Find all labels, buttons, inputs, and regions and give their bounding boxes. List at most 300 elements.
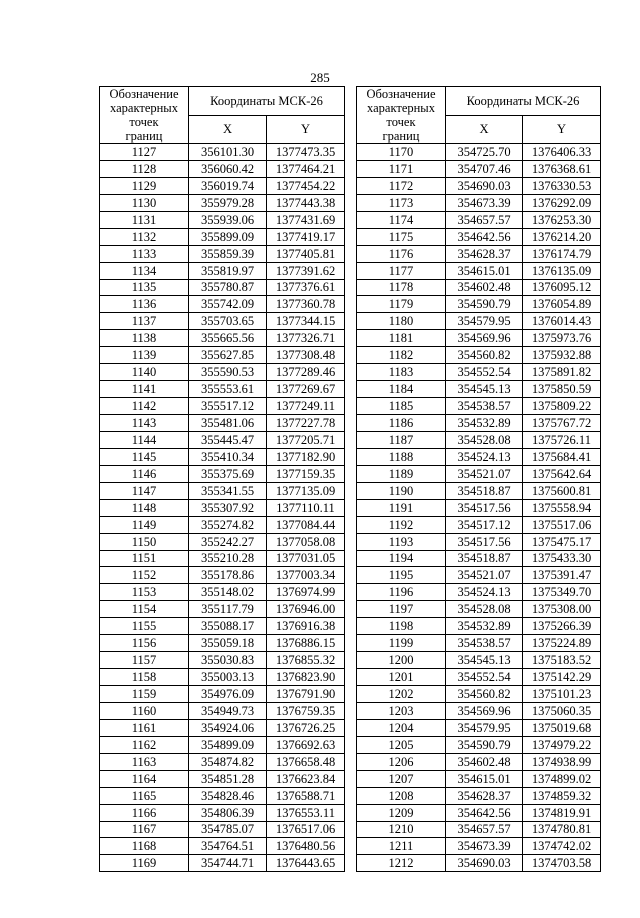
y-coordinate-cell: 1375349.70 [523, 584, 601, 601]
point-id-cell: 1199 [357, 635, 446, 652]
designation-header-line: точек [129, 115, 159, 129]
x-coordinate-cell: 354538.57 [446, 398, 523, 415]
x-coordinate-cell: 354725.70 [446, 144, 523, 161]
table-row [357, 330, 601, 347]
point-id-cell: 1192 [357, 516, 446, 533]
point-id-cell: 1138 [100, 330, 189, 347]
table-row [357, 431, 601, 448]
point-id-cell: 1149 [100, 516, 189, 533]
table-row [100, 482, 345, 499]
table-row [100, 398, 345, 415]
point-id-cell: 1180 [357, 313, 446, 330]
point-id-cell: 1147 [100, 482, 189, 499]
table-row [100, 635, 345, 652]
point-id-cell: 1165 [100, 787, 189, 804]
y-coordinate-cell: 1375684.41 [523, 448, 601, 465]
y-coordinate-cell: 1376480.56 [267, 838, 345, 855]
table-row [100, 262, 345, 279]
table-row [100, 194, 345, 211]
y-coordinate-cell: 1375932.88 [523, 347, 601, 364]
x-coordinate-cell: 354764.51 [189, 838, 267, 855]
point-id-cell: 1159 [100, 686, 189, 703]
table-row [100, 347, 345, 364]
x-coordinate-cell: 355117.79 [189, 601, 267, 618]
designation-header-line: границ [382, 129, 420, 143]
point-id-cell: 1183 [357, 364, 446, 381]
y-coordinate-cell: 1375224.89 [523, 635, 601, 652]
y-coordinate-cell: 1377473.35 [267, 144, 345, 161]
point-id-cell: 1151 [100, 550, 189, 567]
x-coordinate-cell: 354552.54 [446, 669, 523, 686]
y-coordinate-cell: 1376916.38 [267, 618, 345, 635]
y-coordinate-cell: 1375391.47 [523, 567, 601, 584]
x-coordinate-cell: 354602.48 [446, 279, 523, 296]
x-coordinate-cell: 355939.06 [189, 211, 267, 228]
x-coordinate-cell: 355859.39 [189, 245, 267, 262]
x-coordinate-cell: 355899.09 [189, 228, 267, 245]
point-id-cell: 1135 [100, 279, 189, 296]
y-coordinate-cell: 1375558.94 [523, 499, 601, 516]
table-row [100, 177, 345, 194]
table-row [100, 702, 345, 719]
table-row [100, 228, 345, 245]
designation-header-line: Обозначение [366, 87, 436, 101]
point-id-cell: 1189 [357, 465, 446, 482]
table-row [100, 415, 345, 432]
point-id-cell: 1200 [357, 652, 446, 669]
x-coordinate-cell: 355742.09 [189, 296, 267, 313]
x-coordinate-cell: 355088.17 [189, 618, 267, 635]
table-row [100, 533, 345, 550]
point-id-cell: 1156 [100, 635, 189, 652]
point-id-cell: 1154 [100, 601, 189, 618]
table-row [100, 567, 345, 584]
y-coordinate-cell: 1377431.69 [267, 211, 345, 228]
x-coordinate-cell: 354628.37 [446, 787, 523, 804]
point-id-cell: 1186 [357, 415, 446, 432]
x-coordinate-cell: 354560.82 [446, 347, 523, 364]
point-id-cell: 1177 [357, 262, 446, 279]
y-coordinate-cell: 1376330.53 [523, 177, 601, 194]
y-coordinate-cell: 1377227.78 [267, 415, 345, 432]
table-row [100, 804, 345, 821]
point-id-cell: 1140 [100, 364, 189, 381]
y-coordinate-cell: 1377308.48 [267, 347, 345, 364]
point-id-cell: 1145 [100, 448, 189, 465]
y-coordinate-cell: 1376791.90 [267, 686, 345, 703]
point-id-cell: 1144 [100, 431, 189, 448]
table-row [357, 635, 601, 652]
x-column-header: X [446, 115, 523, 144]
x-coordinate-cell: 354690.03 [446, 855, 523, 872]
point-id-cell: 1185 [357, 398, 446, 415]
x-coordinate-cell: 354560.82 [446, 686, 523, 703]
table-row [357, 736, 601, 753]
x-coordinate-cell: 355341.55 [189, 482, 267, 499]
point-id-cell: 1139 [100, 347, 189, 364]
x-coordinate-cell: 354579.95 [446, 719, 523, 736]
y-coordinate-cell: 1375019.68 [523, 719, 601, 736]
table-row [100, 838, 345, 855]
table-row [357, 211, 601, 228]
x-coordinate-cell: 354545.13 [446, 381, 523, 398]
point-id-cell: 1206 [357, 753, 446, 770]
table-row [357, 262, 601, 279]
x-coordinate-cell: 354517.56 [446, 499, 523, 516]
point-id-cell: 1128 [100, 160, 189, 177]
x-coordinate-cell: 355030.83 [189, 652, 267, 669]
x-coordinate-cell: 355590.53 [189, 364, 267, 381]
point-id-cell: 1203 [357, 702, 446, 719]
x-coordinate-cell: 354642.56 [446, 804, 523, 821]
y-coordinate-cell: 1374780.81 [523, 821, 601, 838]
x-coordinate-cell: 354673.39 [446, 194, 523, 211]
y-coordinate-cell: 1377003.34 [267, 567, 345, 584]
x-coordinate-cell: 354518.87 [446, 482, 523, 499]
table-row [357, 448, 601, 465]
coordinates-group-header: Координаты МСК-26 [189, 87, 345, 116]
coordinates-table-right [356, 86, 601, 872]
point-id-cell: 1201 [357, 669, 446, 686]
y-coordinate-cell: 1377360.78 [267, 296, 345, 313]
y-coordinate-cell: 1376946.00 [267, 601, 345, 618]
point-id-cell: 1181 [357, 330, 446, 347]
y-coordinate-cell: 1374979.22 [523, 736, 601, 753]
x-coordinate-cell: 354524.13 [446, 584, 523, 601]
table-row [100, 516, 345, 533]
x-coordinate-cell: 354615.01 [446, 262, 523, 279]
y-coordinate-cell: 1377269.67 [267, 381, 345, 398]
table-row [100, 618, 345, 635]
point-id-cell: 1204 [357, 719, 446, 736]
table-row [357, 516, 601, 533]
x-coordinate-cell: 354657.57 [446, 211, 523, 228]
y-coordinate-cell: 1376517.06 [267, 821, 345, 838]
x-coordinate-cell: 354690.03 [446, 177, 523, 194]
point-id-cell: 1193 [357, 533, 446, 550]
table-row [357, 838, 601, 855]
table-row [357, 364, 601, 381]
point-id-cell: 1196 [357, 584, 446, 601]
point-id-cell: 1163 [100, 753, 189, 770]
point-id-cell: 1157 [100, 652, 189, 669]
x-coordinate-cell: 355059.18 [189, 635, 267, 652]
y-coordinate-cell: 1377376.61 [267, 279, 345, 296]
x-coordinate-cell: 354657.57 [446, 821, 523, 838]
y-coordinate-cell: 1377110.11 [267, 499, 345, 516]
x-coordinate-cell: 354521.07 [446, 567, 523, 584]
designation-header-line: характерных [110, 101, 178, 115]
y-coordinate-cell: 1376135.09 [523, 262, 601, 279]
table-row [100, 669, 345, 686]
point-id-cell: 1208 [357, 787, 446, 804]
y-coordinate-cell: 1377405.81 [267, 245, 345, 262]
point-id-cell: 1155 [100, 618, 189, 635]
designation-header-line: границ [125, 129, 163, 143]
x-coordinate-cell: 355979.28 [189, 194, 267, 211]
x-coordinate-cell: 354707.46 [446, 160, 523, 177]
x-coordinate-cell: 354949.73 [189, 702, 267, 719]
point-id-cell: 1179 [357, 296, 446, 313]
x-coordinate-cell: 354602.48 [446, 753, 523, 770]
x-coordinate-cell: 356060.42 [189, 160, 267, 177]
table-row [357, 347, 601, 364]
point-id-cell: 1174 [357, 211, 446, 228]
y-coordinate-cell: 1377344.15 [267, 313, 345, 330]
point-id-cell: 1136 [100, 296, 189, 313]
x-coordinate-cell: 354642.56 [446, 228, 523, 245]
y-coordinate-cell: 1375101.23 [523, 686, 601, 703]
designation-header [100, 87, 189, 144]
y-coordinate-cell: 1375142.29 [523, 669, 601, 686]
table-row [357, 465, 601, 482]
table-row [357, 787, 601, 804]
x-coordinate-cell: 355627.85 [189, 347, 267, 364]
point-id-cell: 1141 [100, 381, 189, 398]
table-row [357, 804, 601, 821]
point-id-cell: 1134 [100, 262, 189, 279]
point-id-cell: 1160 [100, 702, 189, 719]
point-id-cell: 1188 [357, 448, 446, 465]
x-column-header: X [189, 115, 267, 144]
table-body-right [357, 144, 601, 872]
designation-header-line: характерных [367, 101, 435, 115]
y-coordinate-cell: 1377454.22 [267, 177, 345, 194]
x-coordinate-cell: 355481.06 [189, 415, 267, 432]
x-coordinate-cell: 355178.86 [189, 567, 267, 584]
y-coordinate-cell: 1376406.33 [523, 144, 601, 161]
y-coordinate-cell: 1375475.17 [523, 533, 601, 550]
table-row [100, 279, 345, 296]
x-coordinate-cell: 355553.61 [189, 381, 267, 398]
point-id-cell: 1161 [100, 719, 189, 736]
x-coordinate-cell: 355375.69 [189, 465, 267, 482]
coordinates-table-left [99, 86, 345, 872]
x-coordinate-cell: 355274.82 [189, 516, 267, 533]
y-coordinate-cell: 1376692.63 [267, 736, 345, 753]
table-row [100, 160, 345, 177]
y-coordinate-cell: 1377289.46 [267, 364, 345, 381]
x-coordinate-cell: 354899.09 [189, 736, 267, 753]
y-coordinate-cell: 1374819.91 [523, 804, 601, 821]
y-coordinate-cell: 1377443.38 [267, 194, 345, 211]
x-coordinate-cell: 354521.07 [446, 465, 523, 482]
point-id-cell: 1168 [100, 838, 189, 855]
table-row [100, 296, 345, 313]
y-coordinate-cell: 1375809.22 [523, 398, 601, 415]
table-row [100, 381, 345, 398]
table-row [357, 194, 601, 211]
y-coordinate-cell: 1376623.84 [267, 770, 345, 787]
table-row [357, 279, 601, 296]
y-column-header: Y [523, 115, 601, 144]
point-id-cell: 1184 [357, 381, 446, 398]
table-row [357, 584, 601, 601]
table-row [357, 601, 601, 618]
point-id-cell: 1146 [100, 465, 189, 482]
point-id-cell: 1176 [357, 245, 446, 262]
y-coordinate-cell: 1376658.48 [267, 753, 345, 770]
y-coordinate-cell: 1377326.71 [267, 330, 345, 347]
x-coordinate-cell: 355780.87 [189, 279, 267, 296]
point-id-cell: 1150 [100, 533, 189, 550]
table-row [100, 364, 345, 381]
point-id-cell: 1142 [100, 398, 189, 415]
table-row [100, 431, 345, 448]
table-row [357, 144, 601, 161]
y-coordinate-cell: 1375600.81 [523, 482, 601, 499]
point-id-cell: 1162 [100, 736, 189, 753]
y-coordinate-cell: 1377249.11 [267, 398, 345, 415]
table-row [100, 245, 345, 262]
point-id-cell: 1169 [100, 855, 189, 872]
y-coordinate-cell: 1377135.09 [267, 482, 345, 499]
x-coordinate-cell: 354532.89 [446, 415, 523, 432]
point-id-cell: 1178 [357, 279, 446, 296]
table-row [357, 652, 601, 669]
x-coordinate-cell: 354528.08 [446, 431, 523, 448]
point-id-cell: 1127 [100, 144, 189, 161]
x-coordinate-cell: 354524.13 [446, 448, 523, 465]
table-row [357, 770, 601, 787]
y-coordinate-cell: 1377182.90 [267, 448, 345, 465]
y-coordinate-cell: 1376974.99 [267, 584, 345, 601]
y-coordinate-cell: 1377084.44 [267, 516, 345, 533]
point-id-cell: 1153 [100, 584, 189, 601]
table-row [100, 719, 345, 736]
x-coordinate-cell: 354590.79 [446, 736, 523, 753]
x-coordinate-cell: 355210.28 [189, 550, 267, 567]
x-coordinate-cell: 354924.06 [189, 719, 267, 736]
point-id-cell: 1195 [357, 567, 446, 584]
table-row [357, 618, 601, 635]
x-coordinate-cell: 354552.54 [446, 364, 523, 381]
x-coordinate-cell: 354806.39 [189, 804, 267, 821]
y-coordinate-cell: 1376253.30 [523, 211, 601, 228]
y-coordinate-cell: 1377205.71 [267, 431, 345, 448]
point-id-cell: 1129 [100, 177, 189, 194]
x-coordinate-cell: 354744.71 [189, 855, 267, 872]
x-coordinate-cell: 355703.65 [189, 313, 267, 330]
x-coordinate-cell: 354532.89 [446, 618, 523, 635]
x-coordinate-cell: 356019.74 [189, 177, 267, 194]
table-row [357, 313, 601, 330]
x-coordinate-cell: 354518.87 [446, 550, 523, 567]
table-row [100, 753, 345, 770]
point-id-cell: 1207 [357, 770, 446, 787]
table-row [100, 652, 345, 669]
x-coordinate-cell: 355148.02 [189, 584, 267, 601]
point-id-cell: 1190 [357, 482, 446, 499]
point-id-cell: 1167 [100, 821, 189, 838]
y-coordinate-cell: 1377391.62 [267, 262, 345, 279]
x-coordinate-cell: 354628.37 [446, 245, 523, 262]
point-id-cell: 1170 [357, 144, 446, 161]
point-id-cell: 1187 [357, 431, 446, 448]
coordinates-group-header: Координаты МСК-26 [446, 87, 601, 116]
point-id-cell: 1164 [100, 770, 189, 787]
point-id-cell: 1197 [357, 601, 446, 618]
point-id-cell: 1182 [357, 347, 446, 364]
point-id-cell: 1132 [100, 228, 189, 245]
y-coordinate-cell: 1377058.08 [267, 533, 345, 550]
point-id-cell: 1175 [357, 228, 446, 245]
table-row [100, 313, 345, 330]
table-row [357, 415, 601, 432]
table-row [357, 499, 601, 516]
x-coordinate-cell: 354590.79 [446, 296, 523, 313]
point-id-cell: 1130 [100, 194, 189, 211]
y-coordinate-cell: 1375767.72 [523, 415, 601, 432]
table-row [357, 160, 601, 177]
x-coordinate-cell: 354976.09 [189, 686, 267, 703]
point-id-cell: 1158 [100, 669, 189, 686]
table-row [100, 584, 345, 601]
y-coordinate-cell: 1375308.00 [523, 601, 601, 618]
table-row [100, 465, 345, 482]
table-row [357, 855, 601, 872]
point-id-cell: 1211 [357, 838, 446, 855]
point-id-cell: 1131 [100, 211, 189, 228]
table-row [100, 144, 345, 161]
y-coordinate-cell: 1376292.09 [523, 194, 601, 211]
table-row [357, 567, 601, 584]
x-coordinate-cell: 355410.34 [189, 448, 267, 465]
designation-header [357, 87, 446, 144]
y-coordinate-cell: 1375433.30 [523, 550, 601, 567]
y-coordinate-cell: 1375266.39 [523, 618, 601, 635]
table-row [357, 296, 601, 313]
y-coordinate-cell: 1374938.99 [523, 753, 601, 770]
table-row [100, 736, 345, 753]
point-id-cell: 1172 [357, 177, 446, 194]
y-coordinate-cell: 1376014.43 [523, 313, 601, 330]
table-row [100, 686, 345, 703]
y-coordinate-cell: 1375060.35 [523, 702, 601, 719]
designation-header-line: Обозначение [109, 87, 179, 101]
table-row [357, 533, 601, 550]
y-coordinate-cell: 1374859.32 [523, 787, 601, 804]
y-coordinate-cell: 1374899.02 [523, 770, 601, 787]
x-coordinate-cell: 354538.57 [446, 635, 523, 652]
table-row [100, 787, 345, 804]
point-id-cell: 1191 [357, 499, 446, 516]
y-coordinate-cell: 1376368.61 [523, 160, 601, 177]
point-id-cell: 1137 [100, 313, 189, 330]
y-coordinate-cell: 1376588.71 [267, 787, 345, 804]
y-coordinate-cell: 1375850.59 [523, 381, 601, 398]
x-coordinate-cell: 354569.96 [446, 702, 523, 719]
x-coordinate-cell: 354528.08 [446, 601, 523, 618]
table-body-left [100, 144, 345, 872]
y-coordinate-cell: 1375517.06 [523, 516, 601, 533]
table-row [100, 448, 345, 465]
x-coordinate-cell: 354615.01 [446, 770, 523, 787]
x-coordinate-cell: 354569.96 [446, 330, 523, 347]
point-id-cell: 1173 [357, 194, 446, 211]
y-coordinate-cell: 1376174.79 [523, 245, 601, 262]
point-id-cell: 1152 [100, 567, 189, 584]
table-row [357, 821, 601, 838]
y-coordinate-cell: 1376886.15 [267, 635, 345, 652]
y-coordinate-cell: 1375183.52 [523, 652, 601, 669]
x-coordinate-cell: 355307.92 [189, 499, 267, 516]
table-row [100, 550, 345, 567]
table-row [357, 245, 601, 262]
y-coordinate-cell: 1376553.11 [267, 804, 345, 821]
point-id-cell: 1205 [357, 736, 446, 753]
y-coordinate-cell: 1377031.05 [267, 550, 345, 567]
